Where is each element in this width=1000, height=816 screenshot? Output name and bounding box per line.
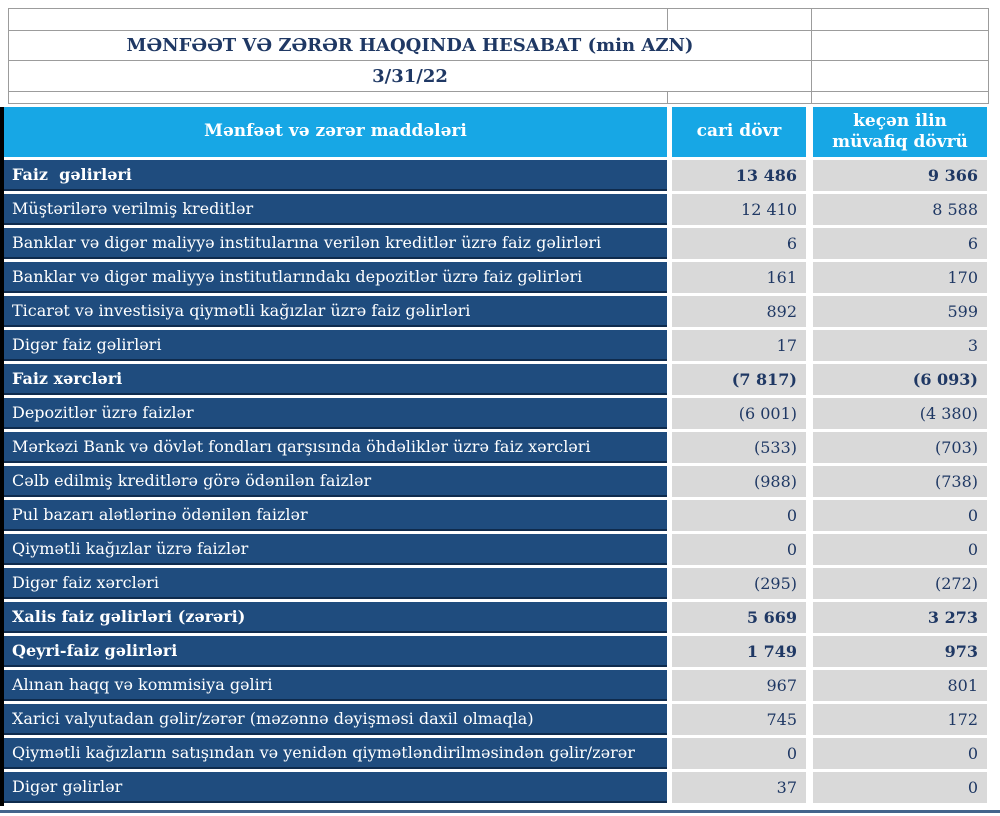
table-row — [4, 500, 987, 531]
row-label: Banklar və digər maliyyə institutlarındakı depozitlər üzrə faiz gəlirləri — [4, 262, 667, 293]
empty-cell — [812, 61, 989, 92]
table-row — [4, 636, 987, 667]
row-label: Qeyri-faiz gəlirləri — [4, 636, 667, 667]
current-value: 5 669 — [672, 602, 806, 633]
column-gap — [806, 500, 813, 531]
current-value: 161 — [672, 262, 806, 293]
current-value: 0 — [672, 534, 806, 565]
current-value: 6 — [672, 228, 806, 259]
column-gap — [806, 772, 813, 803]
row-label: Faiz xərcləri — [4, 364, 667, 395]
previous-value: 8 588 — [813, 194, 987, 225]
report-date: 3/31/22 — [372, 65, 448, 87]
current-value: 37 — [672, 772, 806, 803]
table-row — [4, 534, 987, 565]
current-value: 892 — [672, 296, 806, 327]
previous-value: 170 — [813, 262, 987, 293]
header-previous-period: keçən ilin müvafiq dövrü — [813, 107, 987, 157]
column-gap — [806, 160, 813, 191]
empty-cell — [668, 92, 812, 104]
column-gap — [806, 296, 813, 327]
table-row — [4, 330, 987, 361]
table-row — [4, 670, 987, 701]
previous-value: 3 — [813, 330, 987, 361]
previous-value: 801 — [813, 670, 987, 701]
row-label: Mərkəzi Bank və dövlət fondları qarşısında öhdəliklər üzrə faiz xərcləri — [4, 432, 667, 463]
current-value: 12 410 — [672, 194, 806, 225]
current-value: 13 486 — [672, 160, 806, 191]
empty-cell — [812, 31, 989, 61]
title-block-grid — [8, 8, 989, 104]
current-value: 967 — [672, 670, 806, 701]
table-row — [4, 160, 987, 191]
current-value: (533) — [672, 432, 806, 463]
column-gap — [806, 602, 813, 633]
column-gap — [806, 364, 813, 395]
column-gap — [806, 534, 813, 565]
report-title: MƏNFƏƏT VƏ ZƏRƏR HAQQINDA HESABAT (min AZN) — [126, 35, 694, 56]
table-row — [4, 704, 987, 735]
previous-value: (703) — [813, 432, 987, 463]
row-label: Xarici valyutadan gəlir/zərər (məzənnə dəyişməsi daxil olmaqla) — [4, 704, 667, 735]
table-row — [4, 364, 987, 395]
date-row — [9, 61, 989, 92]
bottom-rule — [0, 810, 1000, 813]
previous-value: 0 — [813, 772, 987, 803]
previous-value: (6 093) — [813, 364, 987, 395]
row-label: Cəlb edilmiş kreditlərə görə ödənilən faizlər — [4, 466, 667, 497]
previous-value: 599 — [813, 296, 987, 327]
row-label: Depozitlər üzrə faizlər — [4, 398, 667, 429]
header-current-period: cari dövr — [672, 107, 806, 157]
table-row — [4, 772, 987, 803]
column-gap — [806, 568, 813, 599]
grid-empty-row — [9, 92, 989, 104]
report-date-cell — [9, 61, 812, 92]
current-value: 17 — [672, 330, 806, 361]
row-label: Digər faiz gəlirləri — [4, 330, 667, 361]
table-row — [4, 738, 987, 769]
previous-value: 0 — [813, 534, 987, 565]
column-gap — [806, 228, 813, 259]
table-row — [4, 602, 987, 633]
column-gap — [806, 704, 813, 735]
row-label: Digər gəlirlər — [4, 772, 667, 803]
row-label: Faiz gəlirləri — [4, 160, 667, 191]
pnl-table — [0, 107, 987, 806]
table-row — [4, 432, 987, 463]
current-value: 1 749 — [672, 636, 806, 667]
table-row — [4, 262, 987, 293]
table-row — [4, 194, 987, 225]
row-label: Alınan haqq və kommisiya gəliri — [4, 670, 667, 701]
table-row — [4, 398, 987, 429]
title-row — [9, 31, 989, 61]
current-value: 745 — [672, 704, 806, 735]
row-label: Qiymətli kağızlar üzrə faizlər — [4, 534, 667, 565]
column-gap — [806, 738, 813, 769]
current-value: 0 — [672, 738, 806, 769]
empty-cell — [9, 9, 668, 31]
current-value: (7 817) — [672, 364, 806, 395]
column-gap — [806, 398, 813, 429]
column-gap — [806, 194, 813, 225]
previous-value: 0 — [813, 738, 987, 769]
empty-cell — [668, 9, 812, 31]
column-gap — [806, 636, 813, 667]
table-header-row — [4, 107, 987, 157]
previous-value: (4 380) — [813, 398, 987, 429]
row-label: Xalis faiz gəlirləri (zərəri) — [4, 602, 667, 633]
previous-value: 973 — [813, 636, 987, 667]
row-label: Müştərilərə verilmiş kreditlər — [4, 194, 667, 225]
current-value: (988) — [672, 466, 806, 497]
row-label: Qiymətli kağızların satışından və yenidən qiymətləndirilməsindən gəlir/zərər — [4, 738, 667, 769]
column-gap — [806, 262, 813, 293]
previous-value: (272) — [813, 568, 987, 599]
column-gap — [806, 432, 813, 463]
empty-cell — [812, 92, 989, 104]
table-row — [4, 296, 987, 327]
previous-value: 9 366 — [813, 160, 987, 191]
table-row — [4, 466, 987, 497]
column-gap — [806, 107, 813, 157]
report-title-cell — [9, 31, 812, 61]
previous-value: (738) — [813, 466, 987, 497]
row-label: Pul bazarı alətlərinə ödənilən faizlər — [4, 500, 667, 531]
table-row — [4, 568, 987, 599]
previous-value: 172 — [813, 704, 987, 735]
empty-cell — [812, 9, 989, 31]
header-items: Mənfəət və zərər maddələri — [4, 107, 667, 157]
row-label: Banklar və digər maliyyə institularına verilən kreditlər üzrə faiz gəlirləri — [4, 228, 667, 259]
current-value: 0 — [672, 500, 806, 531]
current-value: (6 001) — [672, 398, 806, 429]
column-gap — [806, 330, 813, 361]
grid-empty-row — [9, 9, 989, 31]
previous-value: 0 — [813, 500, 987, 531]
previous-value: 3 273 — [813, 602, 987, 633]
row-label: Ticarət və investisiya qiymətli kağızlar üzrə faiz gəlirləri — [4, 296, 667, 327]
current-value: (295) — [672, 568, 806, 599]
column-gap — [806, 670, 813, 701]
previous-value: 6 — [813, 228, 987, 259]
column-gap — [806, 466, 813, 497]
table-row — [4, 228, 987, 259]
empty-cell — [9, 92, 668, 104]
row-label: Digər faiz xərcləri — [4, 568, 667, 599]
